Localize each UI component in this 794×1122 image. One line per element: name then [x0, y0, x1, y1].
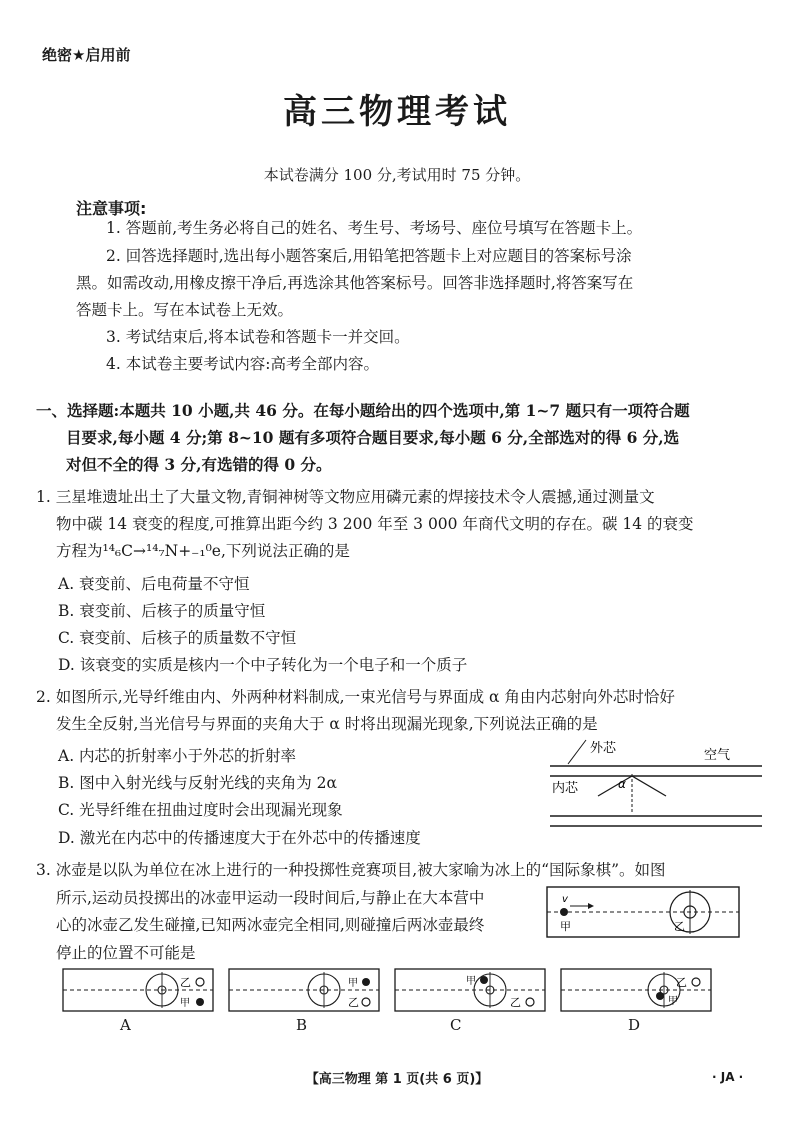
q3-stem: 停止的位置不可能是: [56, 944, 196, 962]
option-label-b: B: [296, 1016, 308, 1034]
notice-item: 答题卡上。写在本试卷上无效。: [76, 301, 294, 319]
velocity-label: v: [562, 894, 568, 905]
curling-option-b-diagram: [228, 968, 380, 1012]
curling-main-diagram: [546, 886, 740, 938]
page-title: 高三物理考试: [283, 92, 511, 132]
q1-option-a: A. 衰变前、后电荷量不守恒: [58, 575, 250, 593]
stone-yi-label: 乙: [676, 976, 687, 989]
notice-heading: 注意事项:: [76, 199, 147, 218]
air-label: 空气: [704, 748, 731, 763]
option-label-c: C: [450, 1016, 462, 1034]
q1-option-d: D. 该衰变的实质是核内一个中子转化为一个电子和一个质子: [58, 656, 468, 674]
q1-option-b: B. 衰变前、后核子的质量守恒: [58, 602, 266, 620]
paper-code: · JA ·: [712, 1070, 744, 1084]
q2-option-c: C. 光导纤维在扭曲过度时会出现漏光现象: [58, 801, 343, 819]
section-instructions: 目要求,每小题 4 分;第 8~10 题有多项符合题目要求,每小题 6 分,全部选对的得 6 分,选: [66, 428, 680, 447]
section-instructions: 对但不全的得 3 分,有选错的得 0 分。: [66, 455, 332, 474]
stone-jia-label: 甲: [466, 976, 476, 987]
curling-option-c-diagram: [394, 968, 546, 1012]
q3-stem: 心的冰壶乙发生碰撞,已知两冰壶完全相同,则碰撞后两冰壶最终: [56, 916, 485, 934]
section-instructions: 一、选择题:本题共 10 小题,共 46 分。在每小题给出的四个选项中,第 1~7 题只有一项符合题: [36, 401, 690, 420]
q2-stem: 发生全反射,当光信号与界面的夹角大于 α 时将出现漏光现象,下列说法正确的是: [56, 715, 598, 733]
curling-option-d-diagram: [560, 968, 712, 1012]
secret-label: 绝密★启用前: [42, 46, 131, 64]
q1-stem: 1. 三星堆遗址出土了大量文物,青铜神树等文物应用磷元素的焊接技术令人震撼,通过测量文: [36, 488, 655, 506]
stone-yi-label: 乙: [674, 920, 685, 933]
curling-option-a-diagram: [62, 968, 214, 1012]
outer-core-label: 外芯: [590, 741, 617, 756]
option-label-d: D: [628, 1016, 641, 1034]
stone-yi-label: 乙: [348, 996, 359, 1009]
stone-jia-label: 甲: [348, 978, 358, 989]
q2-option-b: B. 图中入射光线与反射光线的夹角为 2α: [58, 774, 338, 792]
notice-item: 黑。如需改动,用橡皮擦干净后,再选涂其他答案标号。回答非选择题时,将答案写在: [76, 274, 634, 292]
notice-item: 1. 答题前,考生务必将自己的姓名、考生号、考场号、座位号填写在答题卡上。: [106, 219, 643, 237]
fiber-diagram: [546, 738, 766, 834]
stone-yi-label: 乙: [510, 996, 521, 1009]
stone-jia-label: 甲: [560, 920, 571, 933]
q3-stem: 3. 冰壶是以队为单位在冰上进行的一种投掷性竞赛项目,被大家喻为冰上的“国际象棋”。如图: [36, 861, 666, 879]
notice-item: 4. 本试卷主要考试内容:高考全部内容。: [106, 355, 379, 373]
exam-subtitle: 本试卷满分 100 分,考试用时 75 分钟。: [263, 166, 531, 184]
inner-core-label: 内芯: [552, 781, 579, 796]
notice-item: 3. 考试结束后,将本试卷和答题卡一并交回。: [106, 328, 410, 346]
q2-option-a: A. 内芯的折射率小于外芯的折射率: [58, 747, 297, 765]
q2-option-d: D. 激光在内芯中的传播速度大于在外芯中的传播速度: [58, 829, 421, 847]
q3-stem: 所示,运动员投掷出的冰壶甲运动一段时间后,与静止在大本营中: [56, 889, 485, 907]
stone-jia-label: 甲: [180, 998, 190, 1009]
stone-yi-label: 乙: [180, 976, 191, 989]
angle-label: α: [618, 777, 626, 791]
page-footer: 【高三物理 第 1 页(共 6 页)】: [305, 1072, 489, 1087]
q2-stem: 2. 如图所示,光导纤维由内、外两种材料制成,一束光信号与界面成 α 角由内芯射向外芯时恰好: [36, 688, 675, 706]
q1-option-c: C. 衰变前、后核子的质量数不守恒: [58, 629, 297, 647]
q1-stem: 方程为¹⁴₆C→¹⁴₇N+₋₁⁰e,下列说法正确的是: [56, 542, 350, 560]
stone-jia-label: 甲: [668, 996, 678, 1007]
q1-stem: 物中碳 14 衰变的程度,可推算出距今约 3 200 年至 3 000 年商代文明的存在。碳 14 的衰变: [56, 515, 694, 533]
notice-item: 2. 回答选择题时,选出每小题答案后,用铅笔把答题卡上对应题目的答案标号涂: [106, 247, 632, 265]
option-label-a: A: [120, 1016, 131, 1034]
